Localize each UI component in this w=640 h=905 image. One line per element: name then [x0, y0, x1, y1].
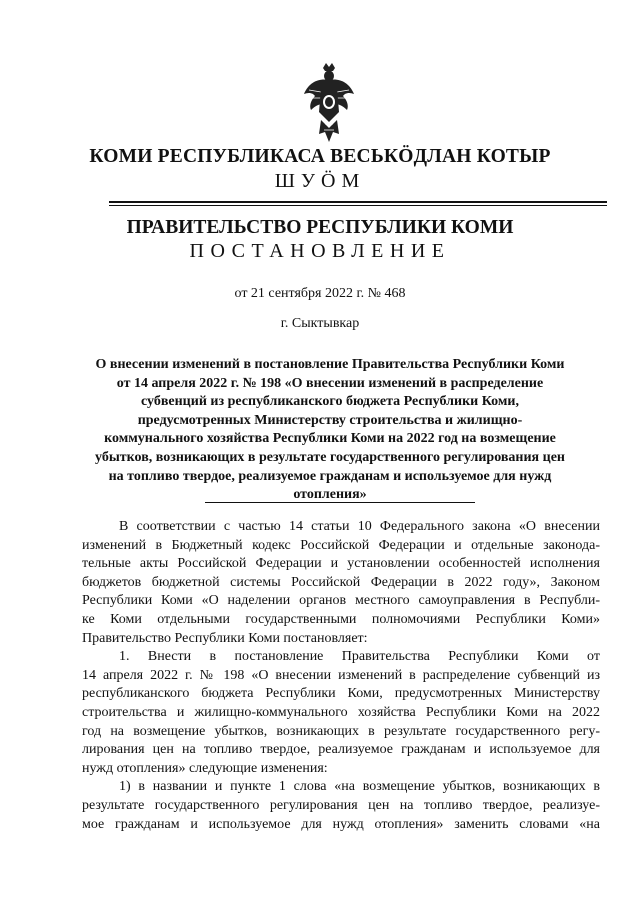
komi-document-type: ШУÖМ [274, 170, 366, 192]
body-line: 1) в названии и пункте 1 слова «на возмещение убытков, возникающих в [119, 779, 600, 795]
komi-government-name: КОМИ РЕСПУБЛИКАСА ВЕСЬКÖДЛАН КОТЫР [89, 146, 551, 167]
body-line: год на возмещение убытков, возникающих в результате государственного регу- [82, 723, 600, 739]
body-line: Республики Коми «О наделении органов местного самоуправления в Республи- [82, 593, 600, 609]
body-line: мое гражданам и используемое для нужд отопления» заменить словами «на [82, 816, 600, 832]
body-line: 14 апреля 2022 г. № 198 «О внесении изменений в распределение субвенций из [82, 667, 600, 683]
body-line: изменений в Бюджетный кодекс Российской Федерации и отдельные законода- [82, 537, 600, 553]
body-line: Правительство Республики Коми постановляет: [82, 630, 368, 646]
body-line: бюджетов бюджетной системы Российской Федерации в 2022 году», Законом [82, 574, 600, 590]
body-line: ке Коми отдельными государственными полномочиями Республики Коми» [82, 611, 600, 627]
title-line: О внесении изменений в постановление Правительства Республики Коми [95, 357, 565, 372]
title-line: на топливо твердое, реализуемое гражданам и используемое для нужд [108, 468, 552, 484]
document-body [82, 518, 600, 834]
russian-government-name: ПРАВИТЕЛЬСТВО РЕСПУБЛИКИ КОМИ [126, 217, 514, 238]
document-title [92, 356, 568, 505]
title-line: предусмотренных Министерству строительства и жилищно- [137, 412, 523, 428]
title-divider [205, 502, 475, 503]
document-city: г. Сыктывкар [280, 316, 360, 331]
body-line: результате государственного регулирования цен на топливо твердое, реализуе- [82, 797, 600, 813]
title-line: субвенций из республиканского бюджета Республики Коми, [141, 394, 519, 410]
document-date: от 21 сентября 2022 г. № 468 [234, 286, 406, 301]
body-line: строительства и жилищно-коммунального хозяйства Республики Коми на 2022 [82, 704, 600, 720]
title-line: убытков, возникающих в результате государственного регулирования цен [95, 449, 565, 465]
komi-coat-of-arms-icon [303, 62, 355, 148]
title-line: от 14 апреля 2022 г. № 198 «О внесении изменений в распределение [116, 375, 544, 391]
body-line: нужд отопления» следующие изменения: [82, 760, 328, 776]
header-divider-thick [109, 201, 607, 203]
russian-document-type: ПОСТАНОВЛЕНИЕ [189, 240, 451, 262]
body-line: 1. Внести в постановление Правительства Республики Коми от [119, 649, 600, 665]
title-line: коммунального хозяйства Республики Коми на 2022 год на возмещение [104, 431, 556, 447]
body-line: лирования цен на топливо твердое, реализуемое гражданам и используемое для [82, 742, 600, 758]
body-line: В соответствии с частью 14 статьи 10 Федерального закона «О внесении [119, 519, 600, 534]
body-line: республиканского бюджета Республики Коми, предусмотренных Министерству [82, 686, 600, 702]
title-line: отопления» [293, 487, 367, 503]
header-divider-thin [109, 205, 607, 206]
body-line: тельные акты Российской Федерации и установлении особенностей исполнения [82, 556, 600, 572]
